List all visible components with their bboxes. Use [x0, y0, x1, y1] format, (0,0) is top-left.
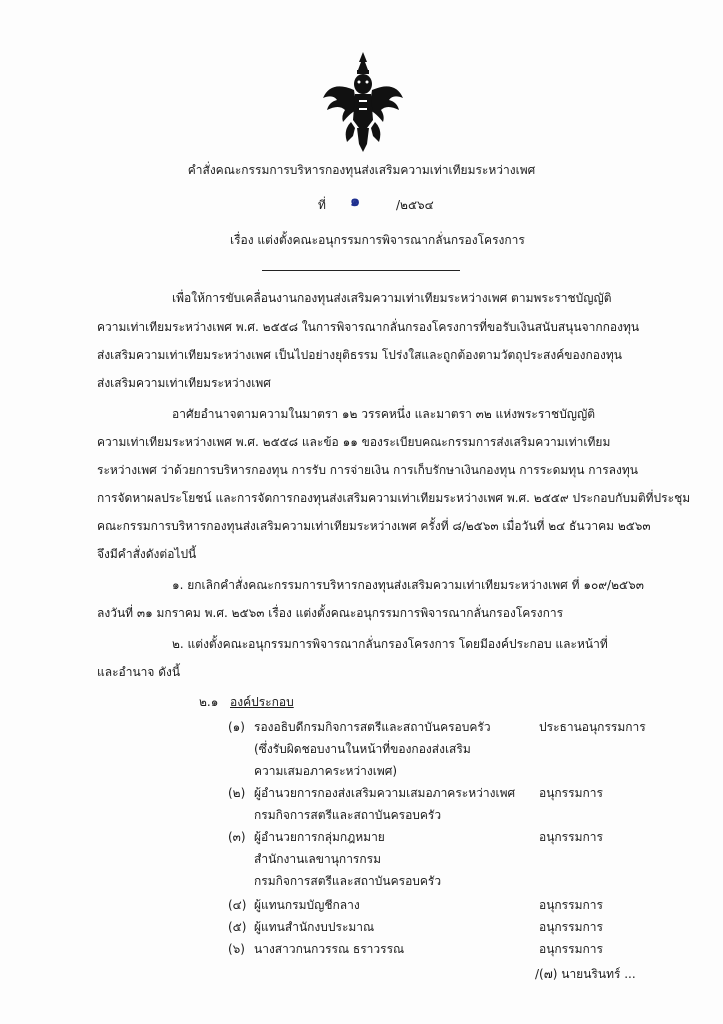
composition-heading: องค์ประกอบ [230, 695, 294, 709]
order-subject: เรื่อง แต่งตั้งคณะอนุกรรมการพิจารณากลั่นกรองโครงการ [230, 233, 525, 247]
order-title: คำสั่งคณะกรรมการบริหารกองทุนส่งเสริมความเท่าเทียมระหว่างเพศ [187, 163, 536, 177]
order-number-prefix: ที่ [318, 198, 326, 212]
member-role: อนุกรรมการ [539, 830, 603, 844]
text-line: อาศัยอำนาจตามความในมาตรา ๑๒ วรรคหนึ่ง และมาตรา ๓๒ แห่งพระราชบัญญัติ [172, 407, 596, 421]
text-line: ความเท่าเทียมระหว่างเพศ พ.ศ. ๒๕๕๘ ในการพิจารณากลั่นกรองโครงการที่ขอรับเงินสนับสนุนจากกองทุน [97, 320, 640, 334]
text-line: และอำนาจ ดังนี้ [97, 665, 181, 679]
text-line: ๑. ยกเลิกคำสั่งคณะกรรมการบริหารกองทุนส่งเสริมความเท่าเทียมระหว่างเพศ ที่ ๑๐๙/๒๕๖๓ [172, 578, 644, 592]
member-name: (ซึ่งรับผิดชอบงานในหน้าที่ของกองส่งเสริม [254, 742, 471, 756]
text-line: เพื่อให้การขับเคลื่อนงานกองทุนส่งเสริมความเท่าเทียมระหว่างเพศ ตามพระราชบัญญัติ [172, 291, 612, 305]
member-number: (๔) [228, 898, 247, 912]
order-number-year: /๒๕๖๔ [396, 198, 434, 212]
title-divider [262, 270, 460, 271]
member-name: ผู้แทนกรมบัญชีกลาง [254, 898, 360, 912]
member-number: (๖) [228, 942, 245, 956]
text-line: จึงมีคำสั่งดังต่อไปนี้ [97, 547, 197, 561]
member-name: ผู้แทนสำนักงบประมาณ [254, 920, 375, 934]
member-number: (๕) [228, 920, 247, 934]
member-number: (๓) [228, 830, 246, 844]
member-number: (๒) [228, 786, 246, 800]
member-name: นางสาวกนกวรรณ ธราวรรณ [254, 942, 405, 956]
member-number: (๑) [228, 720, 245, 734]
text-line: ส่งเสริมความเท่าเทียมระหว่างเพศ เป็นไปอย่างยุติธรรม โปร่งใสและถูกต้องตามวัตถุประสงค์ของกองทุน [97, 348, 622, 362]
text-line: ลงวันที่ ๓๑ มกราคม พ.ศ. ๒๕๖๓ เรื่อง แต่งตั้งคณะอนุกรรมการพิจารณากลั่นกรองโครงการ [97, 606, 564, 620]
member-name: ผู้อำนวยการกลุ่มกฎหมาย [254, 830, 385, 844]
member-name: กรมกิจการสตรีและสถาบันครอบครัว [254, 808, 442, 822]
text-line: ๒. แต่งตั้งคณะอนุกรรมการพิจารณากลั่นกรองโครงการ โดยมีองค์ประกอบ และหน้าที่ [172, 637, 608, 651]
member-name: กรมกิจการสตรีและสถาบันครอบครัว [254, 874, 442, 888]
member-role: ประธานอนุกรรมการ [539, 720, 646, 734]
order-number-handwritten: ๑ [350, 191, 361, 210]
text-line: การจัดหาผลประโยชน์ และการจัดการกองทุนส่งเสริมความเท่าเทียมระหว่างเพศ พ.ศ. ๒๕๕๙ ประกอบกับมติที่ประชุม [97, 491, 691, 505]
member-role: อนุกรรมการ [539, 920, 603, 934]
member-name: ความเสมอภาคระหว่างเพศ) [254, 764, 398, 778]
member-role: อนุกรรมการ [539, 942, 603, 956]
page-continuation: /(๗) นายนรินทร์ ... [535, 967, 636, 981]
composition-number: ๒.๑ [199, 695, 219, 709]
text-line: คณะกรรมการบริหารกองทุนส่งเสริมความเท่าเทียมระหว่างเพศ ครั้งที่ ๘/๒๕๖๓ เมื่อวันที่ ๒๔ ธันวาคม ๒๕๖๓ [97, 519, 651, 533]
member-name: รองอธิบดีกรมกิจการสตรีและสถาบันครอบครัว [254, 720, 491, 734]
member-name: สำนักงานเลขานุการกรม [254, 852, 382, 866]
member-role: อนุกรรมการ [539, 898, 603, 912]
member-name: ผู้อำนวยการกองส่งเสริมความเสมอภาคระหว่างเพศ [254, 786, 516, 800]
member-role: อนุกรรมการ [539, 786, 603, 800]
garuda-emblem [321, 50, 405, 154]
text-line: ความเท่าเทียมระหว่างเพศ พ.ศ. ๒๕๕๘ และข้อ ๑๑ ของระเบียบคณะกรรมการส่งเสริมความเท่าเทียม [97, 435, 611, 449]
text-line: ระหว่างเพศ ว่าด้วยการบริหารกองทุน การรับ การจ่ายเงิน การเก็บรักษาเงินกองทุน การระดมทุน การลงทุน [97, 463, 639, 477]
text-line: ส่งเสริมความเท่าเทียมระหว่างเพศ [97, 376, 271, 390]
